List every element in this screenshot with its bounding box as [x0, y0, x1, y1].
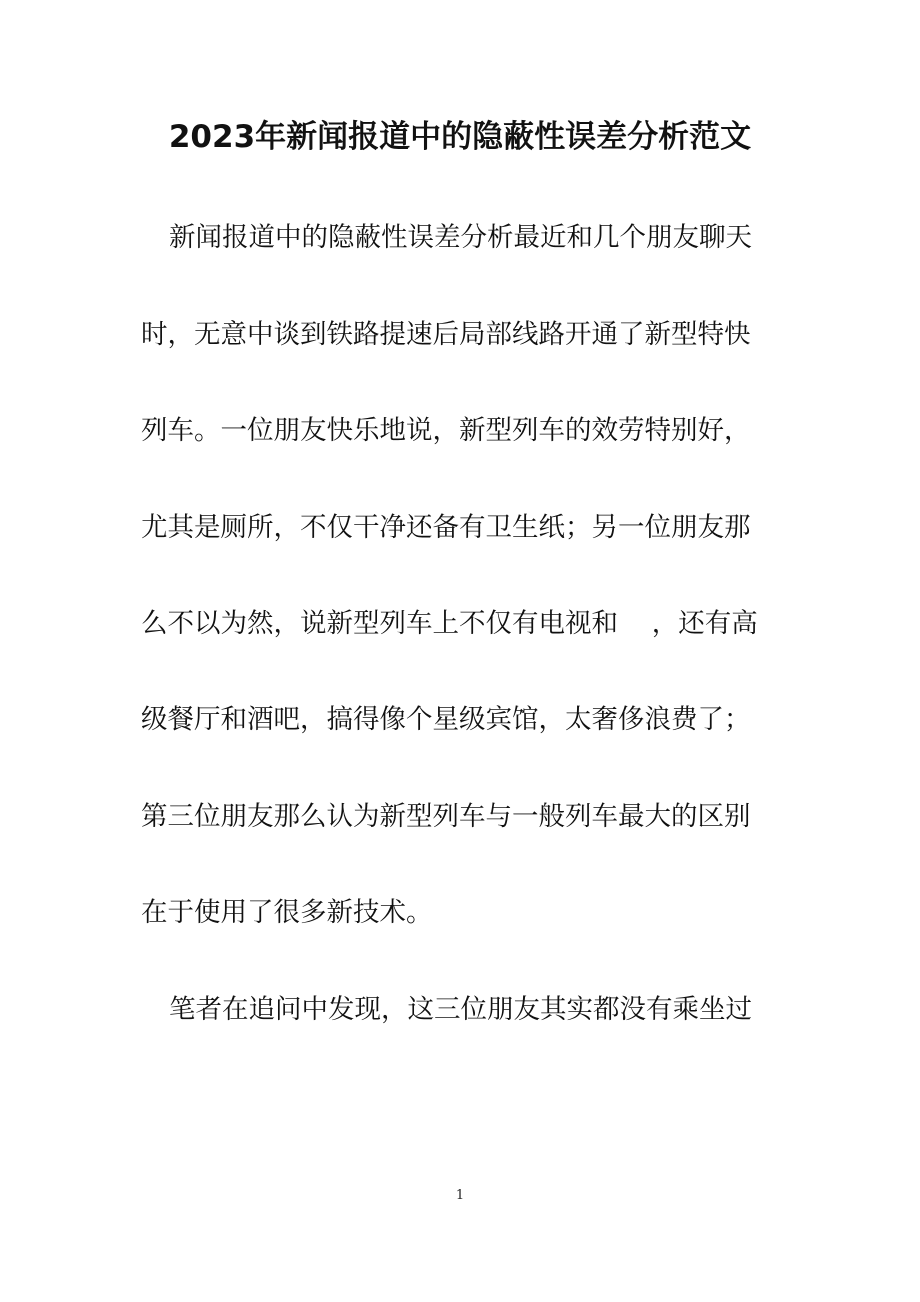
- page-number: 1: [455, 1188, 465, 1203]
- paragraph-line: 新闻报道中的隐蔽性误差分析最近和几个朋友聊天: [169, 222, 752, 253]
- paragraph-line: 在于使用了很多新技术。: [141, 897, 433, 928]
- paragraph-line: 列车。一位朋友快乐地说，新型列车的效劳特别好，: [141, 415, 751, 446]
- paragraph-line: 级餐厅和酒吧，搞得像个星级宾馆，太奢侈浪费了；: [141, 704, 751, 735]
- paragraph-line: 尤其是厕所，不仅干净还备有卫生纸；另一位朋友那: [141, 512, 751, 543]
- paragraph-line: 时，无意中谈到铁路提速后局部线路开通了新型特快: [141, 319, 751, 350]
- paragraph-line: 么不以为然，说新型列车上不仅有电视和 ，还有高: [141, 608, 758, 639]
- paragraph-line: 笔者在追问中发现，这三位朋友其实都没有乘坐过: [169, 994, 752, 1025]
- paragraph-line: 第三位朋友那么认为新型列车与一般列车最大的区别: [141, 801, 751, 832]
- document-title: 2023年新闻报道中的隐蔽性误差分析范文: [168, 119, 752, 155]
